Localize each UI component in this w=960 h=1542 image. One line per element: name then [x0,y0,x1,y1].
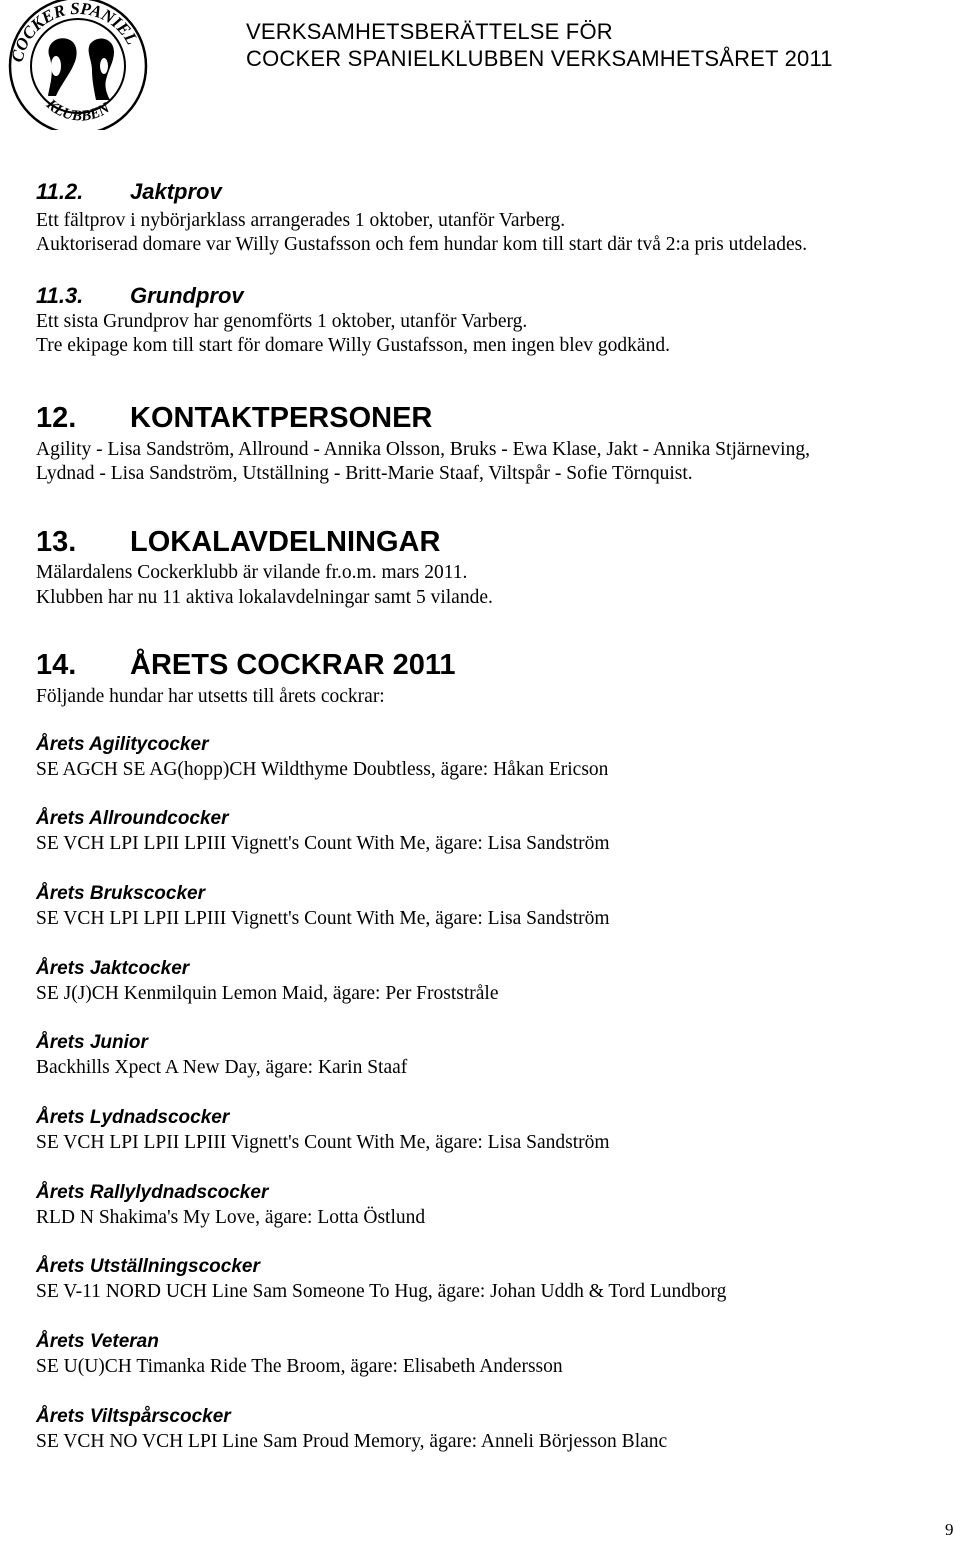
paragraph-line: Lydnad - Lisa Sandström, Utställning - Britt-Marie Staaf, Viltspår - Sofie Törnquist. [36,463,693,484]
section-number: 11.2. [36,179,84,204]
section-heading-12 [36,401,432,435]
document-header-title [246,18,833,72]
header-title-line-2: COCKER SPANIELKLUBBEN VERKSAMHETSÅRET 2011 [246,46,833,71]
club-logo [0,0,150,130]
section-number: 12. [36,402,77,434]
paragraph-line: Agility - Lisa Sandström, Allround - Annika Olsson, Bruks - Ewa Klase, Jakt - Annika Stjärneving, [36,439,810,460]
section-title: LOKALAVDELNINGAR [130,526,441,558]
award-title: Årets Brukscocker [36,883,205,904]
page-number: 9 [945,1520,954,1539]
header-title-line-1: VERKSAMHETSBERÄTTELSE FÖR [246,19,613,44]
paragraph-line: Tre ekipage kom till start för domare Willy Gustafsson, men ingen blev godkänd. [36,335,670,356]
paragraph-line: Ett fältprov i nybörjarklass arrangerades 1 oktober, utanför Varberg. [36,210,566,231]
section-title: ÅRETS COCKRAR 2011 [130,649,456,681]
section-heading-13 [36,525,440,559]
section-number: 14. [36,649,77,681]
award-title: Årets Viltspårscocker [36,1406,231,1427]
award-winner: SE AGCH SE AG(hopp)CH Wildthyme Doubtless, ägare: Håkan Ericson [36,759,609,780]
paragraph-line: Mälardalens Cockerklubb är vilande fr.o.m. mars 2011. [36,562,468,583]
award-title: Årets Junior [36,1032,148,1053]
paragraph-line: Auktoriserad domare var Willy Gustafsson och fem hundar kom till start där två 2:a pris utdelades. [36,234,808,255]
award-title: Årets Veteran [36,1331,159,1352]
section-heading-11-2 [36,179,222,205]
award-title: Årets Allroundcocker [36,808,229,829]
award-winner: SE U(U)CH Timanka Ride The Broom, ägare: Elisabeth Andersson [36,1356,563,1377]
paragraph-line: Ett sista Grundprov har genomförts 1 oktober, utanför Varberg. [36,311,528,332]
logo-top-text: COCKER SPANIEL [7,0,142,64]
award-title: Årets Utställningscocker [36,1256,260,1277]
award-winner: SE VCH LPI LPII LPIII Vignett's Count With Me, ägare: Lisa Sandström [36,1132,610,1153]
award-winner: SE V-11 NORD UCH Line Sam Someone To Hug, ägare: Johan Uddh & Tord Lundborg [36,1281,727,1302]
award-winner: SE VCH NO VCH LPI Line Sam Proud Memory, ägare: Anneli Börjesson Blanc [36,1431,668,1452]
award-title: Årets Jaktcocker [36,958,190,979]
award-winner: Backhills Xpect A New Day, ägare: Karin Staaf [36,1057,408,1078]
award-winner: RLD N Shakima's My Love, ägare: Lotta Östlund [36,1207,426,1228]
award-title: Årets Agilitycocker [36,734,209,755]
section-heading-11-3 [36,283,244,309]
award-winner: SE J(J)CH Kenmilquin Lemon Maid, ägare: Per Froststråle [36,983,499,1004]
logo-bottom-text: KLUBBEN [42,96,113,125]
paragraph-line: Klubben har nu 11 aktiva lokalavdelningar samt 5 vilande. [36,587,493,608]
section-title: Grundprov [130,283,244,308]
award-winner: SE VCH LPI LPII LPIII Vignett's Count With Me, ägare: Lisa Sandström [36,908,610,929]
award-title: Årets Rallylydnadscocker [36,1182,269,1203]
section-title: KONTAKTPERSONER [130,402,433,434]
section-intro: Följande hundar har utsetts till årets cockrar: [36,686,385,707]
section-number: 13. [36,526,77,558]
award-title: Årets Lydnadscocker [36,1107,230,1128]
award-winner: SE VCH LPI LPII LPIII Vignett's Count With Me, ägare: Lisa Sandström [36,833,610,854]
section-heading-14 [36,648,456,682]
section-title: Jaktprov [130,179,222,204]
section-number: 11.3. [36,283,84,308]
